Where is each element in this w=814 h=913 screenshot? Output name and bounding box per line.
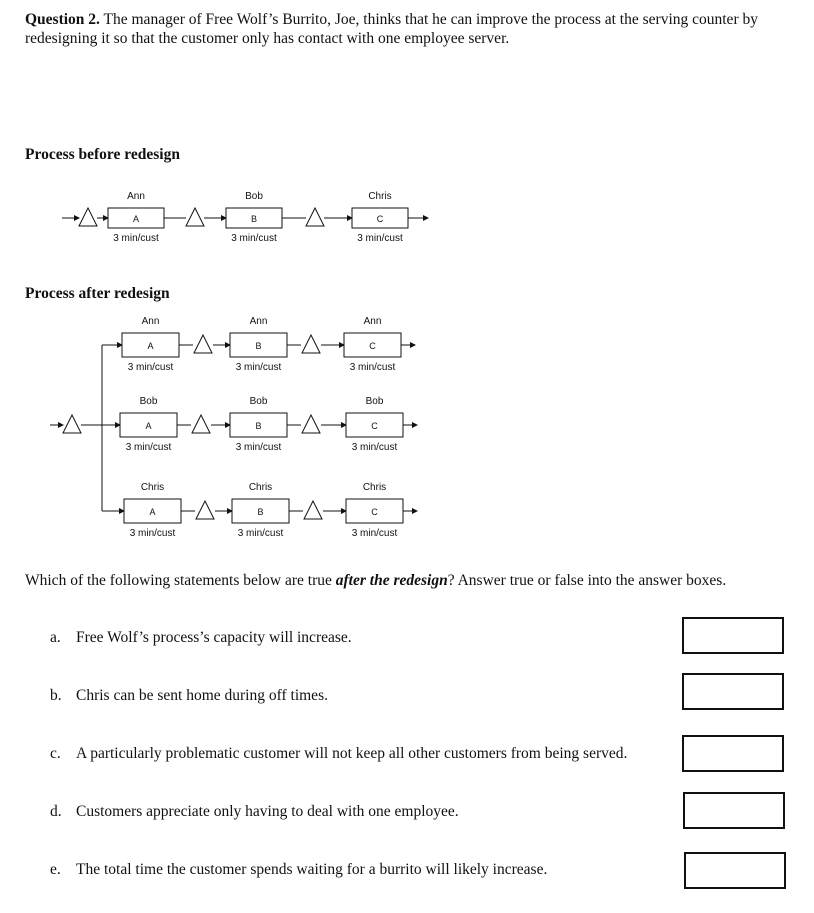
statement-text: Customers appreciate only having to deal with one employee.: [76, 803, 459, 820]
after-line-1-step-1-rate: 3 min/cust: [127, 362, 174, 373]
before-step-1-task: A: [132, 214, 140, 224]
after-line-3-step-1-worker: Chris: [140, 482, 165, 493]
statement-letter: e.: [50, 861, 61, 878]
after-line-1-step-3-worker: Ann: [363, 316, 382, 327]
instructions-tail: ? Answer true or false into the answer boxes.: [447, 572, 727, 589]
inventory-triangle: [194, 335, 212, 353]
statement-b: [50, 687, 328, 705]
inventory-triangle: [304, 501, 322, 519]
process-flow-diagram: [0, 180, 814, 560]
before-step-3-task: C: [376, 214, 384, 224]
statement-letter: d.: [50, 803, 62, 820]
statement-c: [50, 745, 627, 763]
after-line-1-step-3-task: C: [369, 341, 376, 351]
before-heading: Process before redesign: [25, 146, 180, 163]
after-line-2-step-1-rate: 3 min/cust: [125, 442, 172, 453]
after-line-1-step-2-worker: Ann: [249, 316, 268, 327]
after-line-1-step-1-task: A: [147, 341, 154, 351]
after-heading: Process after redesign: [25, 285, 170, 302]
after-line-2-step-2-worker: Bob: [249, 396, 268, 407]
after-line-3-step-3-task: C: [371, 507, 378, 517]
before-step-3-worker: Chris: [368, 191, 392, 202]
question-intro-text: The manager of Free Wolf’s Burrito, Joe, thinks that he can improve the process at the serving counter by redesigning it so that the customer only has contact with one employee server.: [25, 11, 758, 47]
entry-triangle: [79, 208, 97, 226]
inventory-triangle: [302, 335, 320, 353]
statement-letter: b.: [50, 687, 62, 704]
statement-text: Free Wolf’s process’s capacity will increase.: [76, 629, 352, 646]
before-step-3-rate: 3 min/cust: [357, 233, 403, 244]
inventory-triangle: [192, 415, 210, 433]
inventory-triangle: [306, 208, 324, 226]
after-line-3-step-3-worker: Chris: [362, 482, 387, 493]
after-line-2-step-2-rate: 3 min/cust: [235, 442, 282, 453]
instructions-lead: Which of the following statements below are true: [25, 572, 336, 589]
after-line-3-step-2-task: B: [257, 507, 264, 517]
statement-text: A particularly problematic customer will not keep all other customers from being served.: [76, 745, 628, 762]
after-line-2-step-1-worker: Bob: [139, 396, 158, 407]
statement-text: The total time the customer spends waiting for a burrito will likely increase.: [76, 861, 548, 878]
statement-letter: a.: [50, 629, 61, 646]
question-intro: [25, 10, 785, 48]
after-line-2-step-2-task: B: [255, 421, 262, 431]
answer-box-c[interactable]: [682, 735, 784, 772]
after-line-2-step-3-task: C: [371, 421, 378, 431]
after-line-3-step-1-task: A: [149, 507, 156, 517]
answer-box-b[interactable]: [682, 673, 784, 710]
after-line-1-step-2-task: B: [255, 341, 262, 351]
after-line-2-step-3-worker: Bob: [365, 396, 384, 407]
inventory-triangle: [196, 501, 214, 519]
after-line-3-step-1-rate: 3 min/cust: [129, 528, 176, 539]
inventory-triangle: [302, 415, 320, 433]
before-step-1-rate: 3 min/cust: [113, 233, 159, 244]
answer-box-d[interactable]: [683, 792, 785, 829]
after-line-1-step-1-worker: Ann: [141, 316, 160, 327]
statement-d: [50, 803, 459, 821]
before-step-1-worker: Ann: [127, 191, 145, 202]
statement-text: Chris can be sent home during off times.: [76, 687, 328, 704]
before-step-2-rate: 3 min/cust: [231, 233, 277, 244]
after-line-2-step-3-rate: 3 min/cust: [351, 442, 398, 453]
before-step-2-worker: Bob: [245, 191, 263, 202]
statement-letter: c.: [50, 745, 61, 762]
statement-e: [50, 861, 547, 879]
entry-triangle: [63, 415, 81, 433]
instructions-emphasis: after the redesign: [335, 572, 448, 589]
question-number: Question 2.: [25, 11, 100, 28]
after-line-2-step-1-task: A: [145, 421, 152, 431]
instructions: [25, 571, 785, 590]
after-line-1-step-2-rate: 3 min/cust: [235, 362, 282, 373]
after-line-1-step-3-rate: 3 min/cust: [349, 362, 396, 373]
after-line-3-step-2-worker: Chris: [248, 482, 273, 493]
before-step-2-task: B: [250, 214, 258, 224]
statement-a: [50, 629, 352, 647]
after-line-3-step-3-rate: 3 min/cust: [351, 528, 398, 539]
answer-box-e[interactable]: [684, 852, 786, 889]
after-line-3-step-2-rate: 3 min/cust: [237, 528, 284, 539]
answer-box-a[interactable]: [682, 617, 784, 654]
inventory-triangle: [186, 208, 204, 226]
